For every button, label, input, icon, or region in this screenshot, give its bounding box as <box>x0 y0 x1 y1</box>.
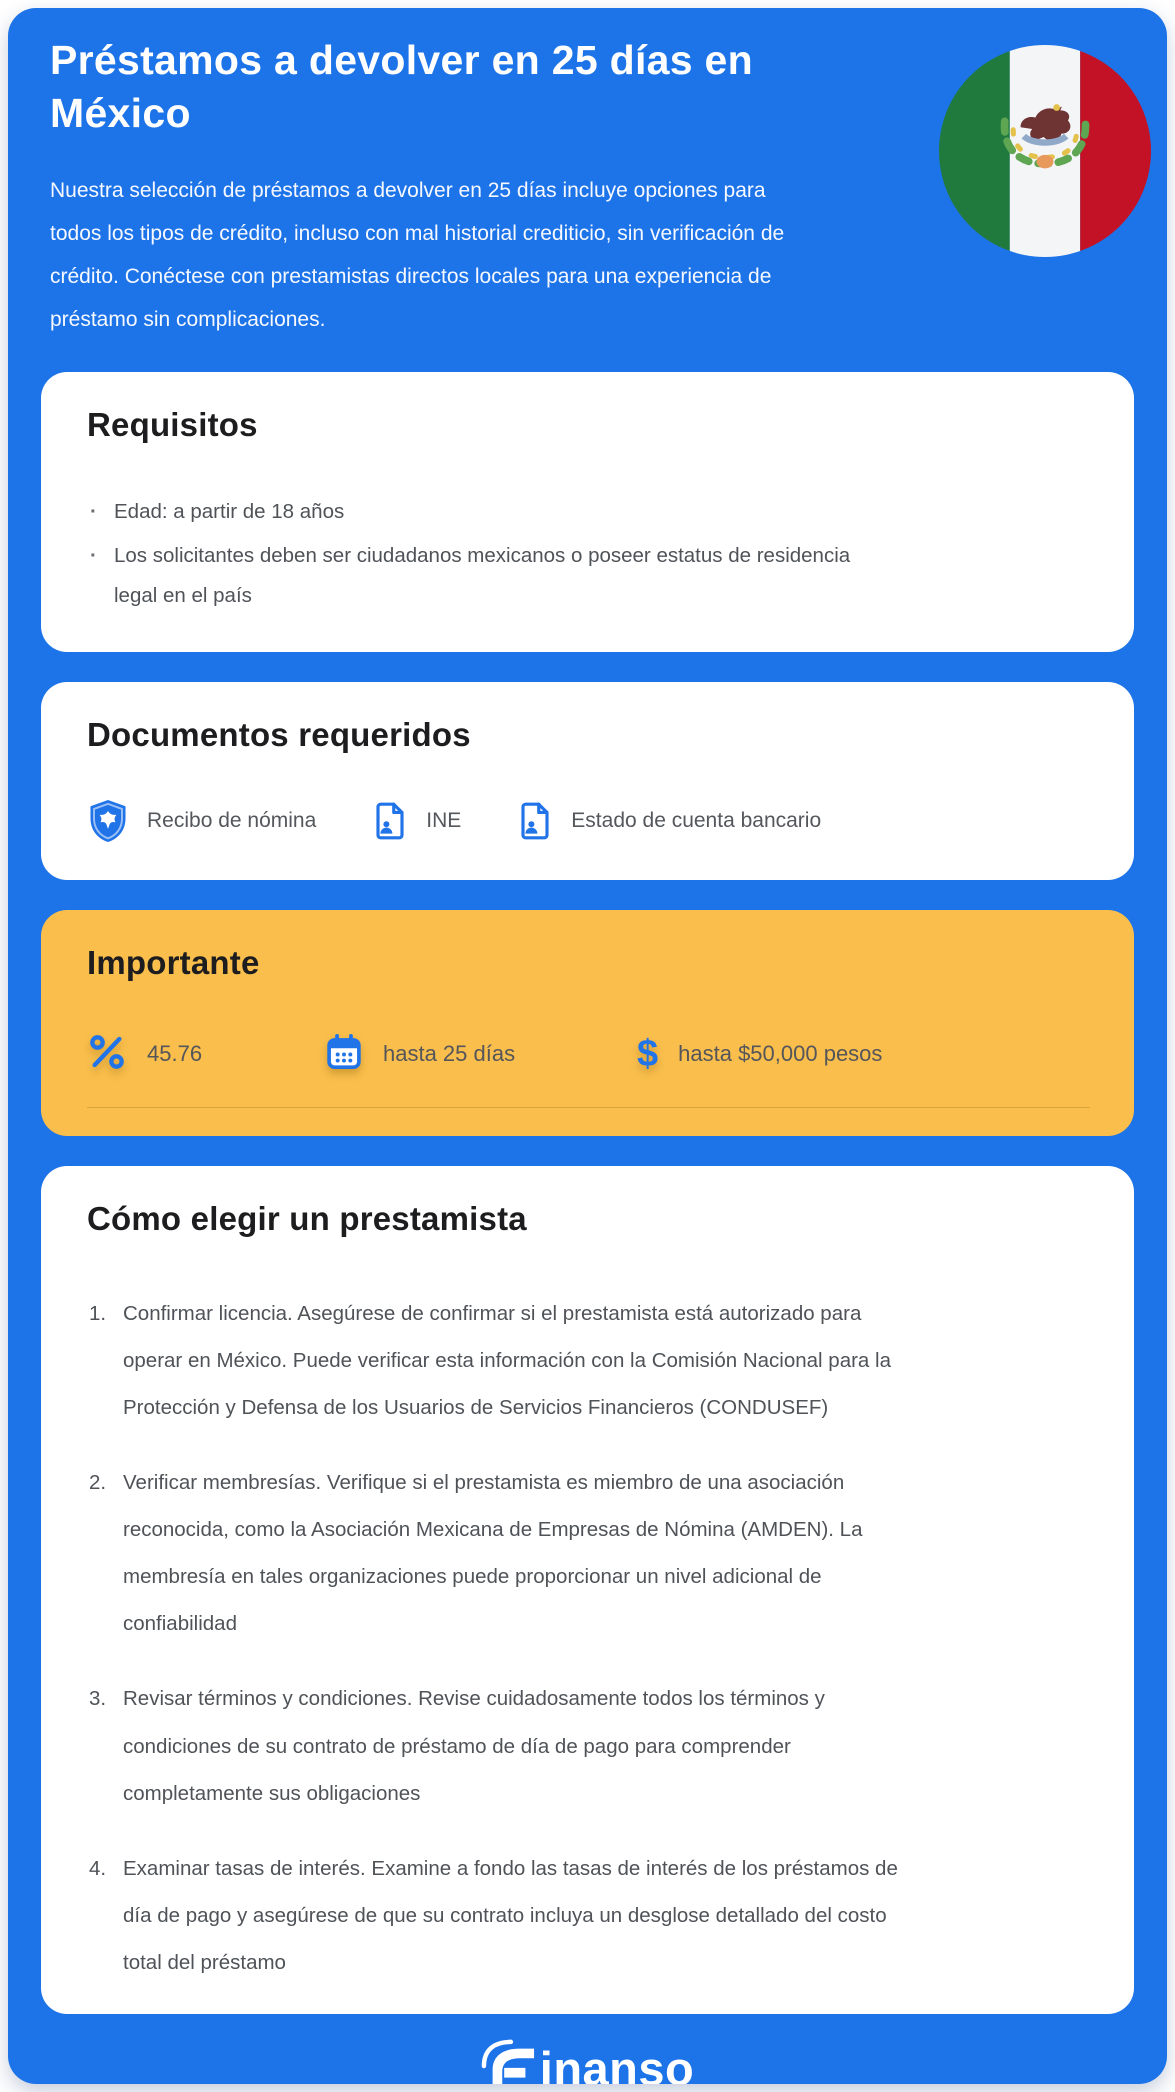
mexico-flag-icon <box>939 45 1151 257</box>
calendar-icon <box>325 1033 363 1076</box>
document-item <box>87 798 316 844</box>
id-document-icon <box>372 801 408 841</box>
shield-eagle-icon <box>87 798 129 844</box>
id-document-icon <box>517 801 553 841</box>
brand-text: inanso <box>539 2041 695 2084</box>
amount-value: hasta $50,000 pesos <box>678 1041 883 1066</box>
document-item <box>517 801 821 841</box>
page-footer <box>8 2014 1167 2084</box>
documents-row <box>87 798 1090 844</box>
dollar-icon: $ <box>637 1033 659 1075</box>
list-item: · Los solicitantes deben ser ciudadanos mexicanos o poseer estatus de residencia legal en el país <box>87 536 887 616</box>
list-item: Revisar términos y condiciones. Revise cuidadosamente todos los términos y condiciones de su contrato de préstamo de día de pago para comprender completamente sus obligaciones <box>123 1687 825 1805</box>
percent-icon <box>87 1032 127 1077</box>
important-card <box>41 910 1134 1136</box>
important-heading: Importante <box>87 943 260 981</box>
finanso-logo[interactable] <box>481 2039 694 2084</box>
amount-stat <box>637 1035 882 1073</box>
loan-offer-page <box>8 8 1167 2084</box>
steps-list <box>87 1290 1090 1987</box>
document-item <box>372 801 461 841</box>
page-title: Préstamos a devolver en 25 días en México <box>50 37 753 137</box>
divider <box>87 1107 1090 1108</box>
term-value: hasta 25 días <box>383 1041 516 1066</box>
document-label: Estado de cuenta bancario <box>571 808 822 832</box>
document-label: Recibo de nómina <box>147 808 317 832</box>
list-item: Examinar tasas de interés. Examine a fondo las tasas de interés de los préstamos de día de pago y asegúrese de que su contrato incluya un desglose detallado del costo total del préstamo <box>123 1856 898 1975</box>
document-label: INE <box>426 808 462 832</box>
content-cards <box>8 372 1167 2015</box>
list-item: Verificar membresías. Verifique si el prestamista es miembro de una asociación reconocida, como la Asociación Mexicana de Empresas de Nómina (AMDEN). La membresía en tales organizaciones puede proporcionar un nivel adicional de confiabilidad <box>123 1470 863 1636</box>
how-to-choose-heading: Cómo elegir un prestamista <box>87 1199 527 1237</box>
list-item: Confirmar licencia. Asegúrese de confirmar si el prestamista está autorizado para operar en México. Puede verificar esta información con la Comisión Nacional para la Protección y Defensa de los Usuarios de Servicios Financieros (CONDUSEF) <box>123 1301 891 1419</box>
rate-value: 45.76 <box>147 1041 203 1066</box>
requirements-heading: Requisitos <box>87 405 258 443</box>
list-item: · Edad: a partir de 18 años <box>87 492 887 532</box>
page-header <box>8 8 1167 342</box>
documents-heading: Documentos requeridos <box>87 715 471 753</box>
important-stats-row <box>87 1032 1090 1077</box>
how-to-choose-card <box>41 1166 1134 2015</box>
rate-stat <box>87 1032 325 1077</box>
term-stat <box>325 1033 637 1076</box>
page-description: Nuestra selección de préstamos a devolver en 25 días incluye opciones para todos los tipos de crédito, incluso con mal historial crediticio, sin verificación de crédito. Conéctese con prestamistas directos locales para una experiencia de préstamo sin complicaciones. <box>50 178 785 332</box>
requirements-card <box>41 372 1134 652</box>
finanso-f-icon <box>481 2039 537 2084</box>
requirements-list <box>87 492 1090 616</box>
documents-card <box>41 682 1134 880</box>
